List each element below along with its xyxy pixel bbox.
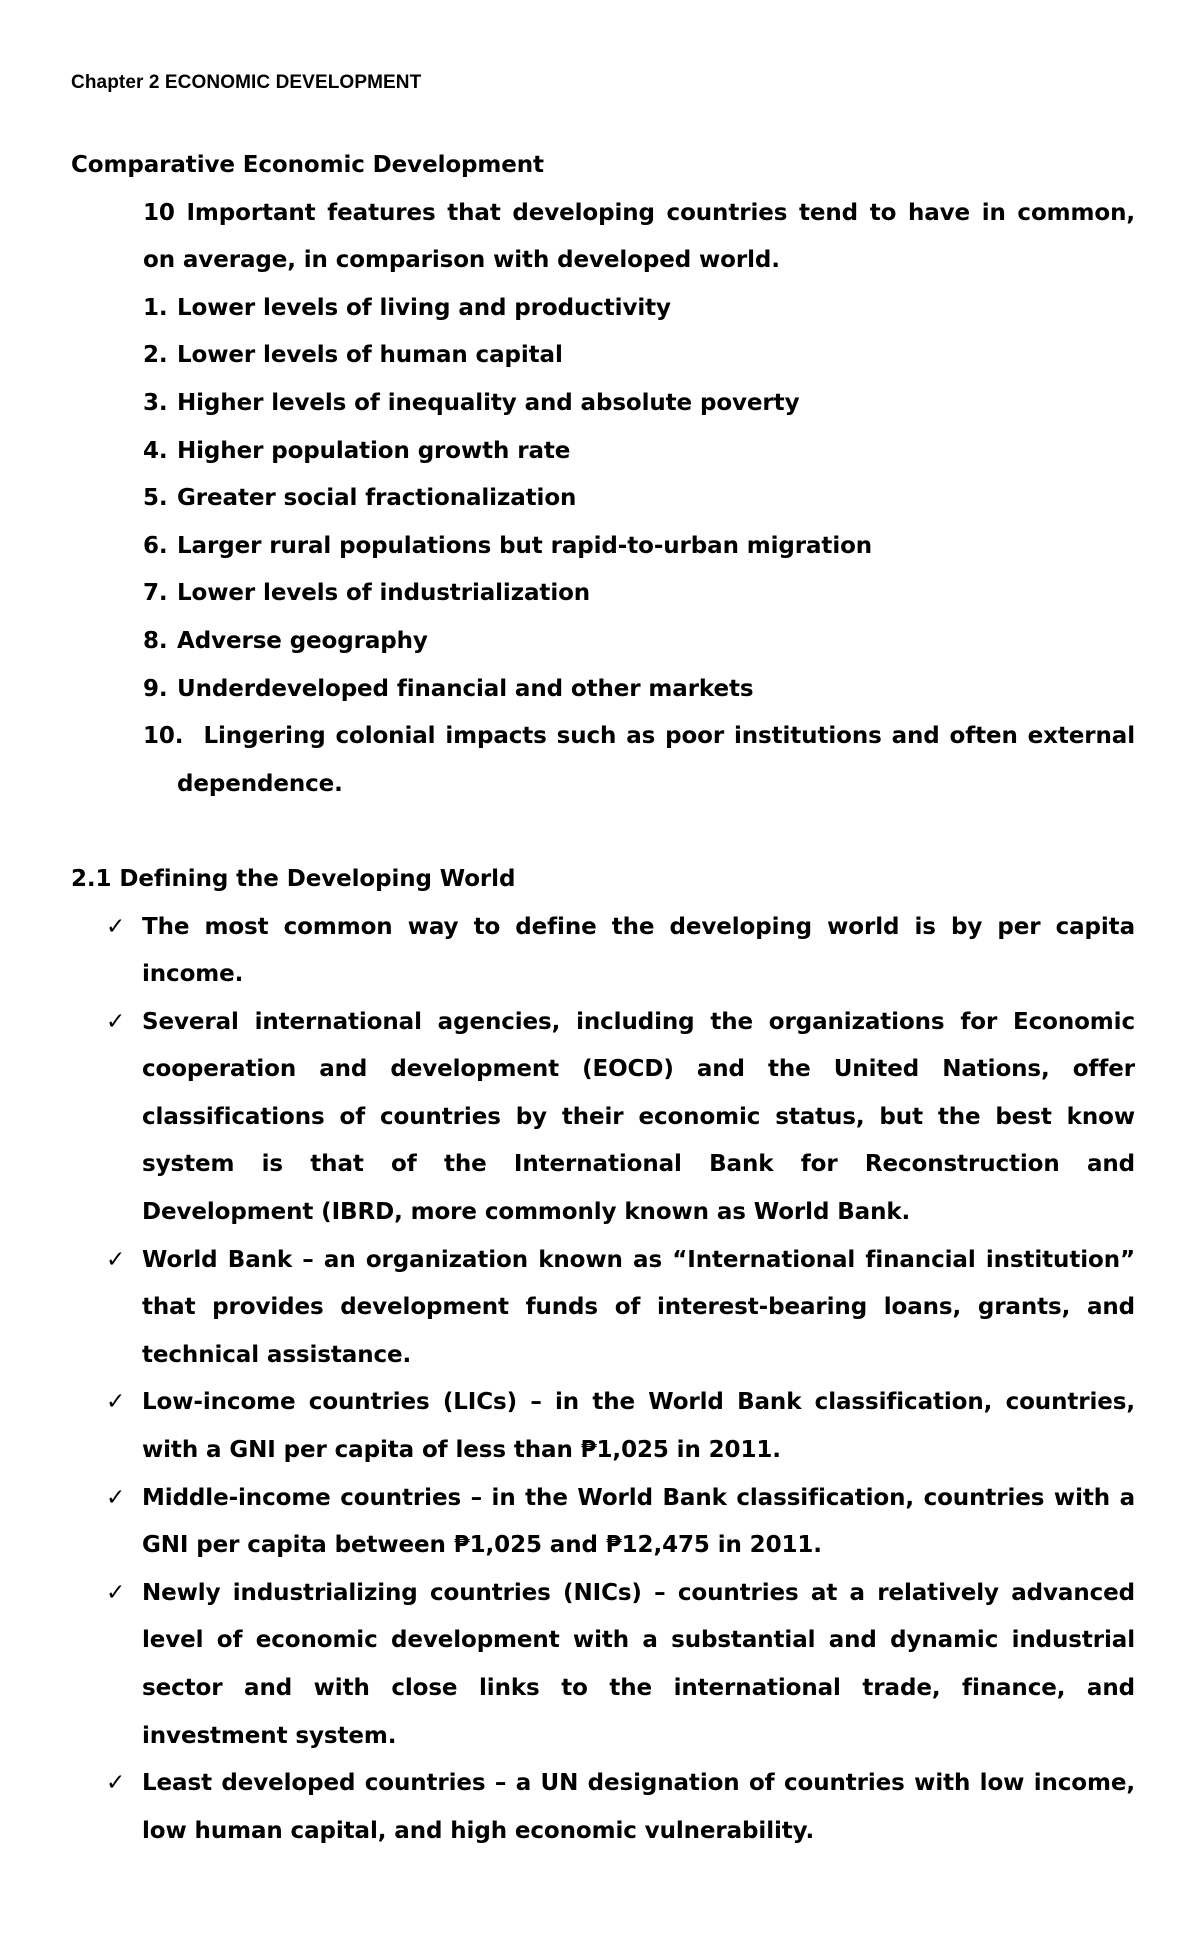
list-item — [143, 475, 1135, 523]
checkmark-icon: ✓ — [106, 1484, 126, 1511]
list-item-text: Lower levels of living and productivity — [177, 294, 671, 321]
list-number: 10. — [143, 723, 184, 750]
list-item — [143, 332, 1135, 380]
list-item-text: Lower levels of human capital — [177, 342, 563, 369]
list-item — [143, 428, 1135, 476]
list-number: 8. — [143, 627, 168, 654]
list-number: 5. — [143, 485, 168, 512]
bullet-item — [106, 999, 1135, 1237]
list-number: 3. — [143, 389, 168, 416]
list-item — [143, 666, 1135, 714]
list-item-text: Higher population growth rate — [177, 437, 571, 464]
bullet-text: Newly industrializing countries (NICs) – countries at a relatively advanced level of economic development with a substantial and dynamic industrial sector and with close links to the international trade, finance, and investment system. — [142, 1579, 1135, 1749]
list-item — [143, 380, 1135, 428]
document-body — [71, 142, 1135, 1855]
list-item-text: Lower levels of industrialization — [177, 580, 591, 607]
section-spacer — [71, 808, 1135, 856]
checkmark-icon: ✓ — [106, 1770, 126, 1797]
bullet-text: Least developed countries – a UN designation of countries with low income, low human capital, and high economic vulnerability. — [142, 1770, 1135, 1844]
list-item-text: Underdeveloped financial and other markets — [177, 675, 754, 702]
section-heading-defining: 2.1 Defining the Developing World — [71, 865, 516, 892]
bullet-text: Low-income countries (LICs) – in the World Bank classification, countries, with a GNI per capita of less than ₱1,025 in 2011. — [142, 1389, 1135, 1464]
bullet-text: The most common way to define the developing world is by per capita income. — [142, 913, 1135, 988]
list-item — [143, 570, 1135, 618]
bullet-text: Several international agencies, including the organizations for Economic cooperation and development (EOCD) and the United Nations, offer classifications of countries by their economic status, but the best know system is that of the International Bank for Reconstruction and Development (IBRD, more commonly known as World Bank. — [142, 1008, 1135, 1226]
bullet-text: Middle-income countries – in the World Bank classification, countries with a GNI per capita between ₱1,025 and ₱12,475 in 2011. — [142, 1484, 1135, 1559]
list-number: 9. — [143, 675, 168, 702]
section-heading-comparative: Comparative Economic Development — [71, 152, 544, 178]
intro-paragraph: 10 Important features that developing countries tend to have in common, on average, in comparison with developed world. — [143, 199, 1135, 274]
list-item-text: Adverse geography — [177, 627, 428, 654]
list-number: 7. — [143, 580, 168, 607]
features-list — [71, 285, 1135, 809]
bullet-item — [106, 1379, 1135, 1474]
list-item-text: Higher levels of inequality and absolute poverty — [177, 389, 800, 416]
chapter-header: Chapter 2 ECONOMIC DEVELOPMENT — [71, 72, 422, 93]
definitions-list — [71, 904, 1135, 1856]
list-item — [143, 713, 1135, 808]
checkmark-icon: ✓ — [106, 913, 126, 940]
bullet-item — [106, 904, 1135, 999]
checkmark-icon: ✓ — [106, 1389, 126, 1416]
checkmark-icon: ✓ — [106, 1246, 126, 1273]
list-number: 2. — [143, 342, 168, 369]
list-item-text: Larger rural populations but rapid-to-urban migration — [177, 532, 873, 559]
list-number: 4. — [143, 437, 168, 464]
bullet-item — [106, 1760, 1135, 1855]
checkmark-icon: ✓ — [106, 1008, 126, 1035]
list-number: 6. — [143, 532, 168, 559]
checkmark-icon: ✓ — [106, 1579, 126, 1606]
list-item-text: Lingering colonial impacts such as poor institutions and often external dependence. — [177, 723, 1135, 797]
bullet-text: World Bank – an organization known as “International financial institution” that provides development funds of interest-bearing loans, grants, and technical assistance. — [142, 1246, 1135, 1368]
bullet-item — [106, 1570, 1135, 1760]
bullet-item — [106, 1475, 1135, 1570]
list-item — [143, 285, 1135, 333]
list-item-text: Greater social fractionalization — [177, 485, 577, 512]
list-item — [143, 618, 1135, 666]
list-item — [143, 523, 1135, 571]
list-number: 1. — [143, 294, 168, 321]
bullet-item — [106, 1237, 1135, 1380]
